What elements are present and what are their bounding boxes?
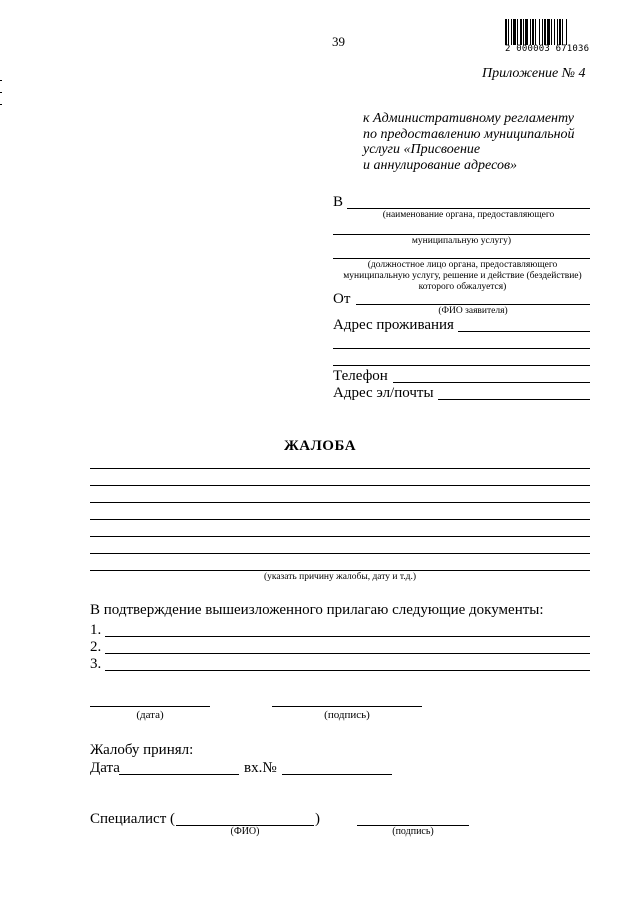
attachment-number: 2. <box>90 639 102 655</box>
attachment-number: 3. <box>90 656 102 672</box>
complaint-line[interactable] <box>90 468 590 469</box>
email-field-line[interactable] <box>438 399 590 400</box>
attachment-field-line[interactable] <box>105 636 590 637</box>
organ-field-line[interactable] <box>347 208 590 209</box>
specialist-label: Специалист ( <box>90 811 176 827</box>
accepted-label: Жалобу принял: <box>90 742 194 758</box>
barcode-bars <box>505 19 592 45</box>
reason-note: (указать причину жалобы, дату и т.д.) <box>263 572 417 582</box>
regulation-line: по предоставлению муниципальной <box>363 126 575 142</box>
from-prefix: От <box>333 291 351 307</box>
complaint-line[interactable] <box>90 502 590 503</box>
complaint-line[interactable] <box>90 553 590 554</box>
specialist-fio-caption: (ФИО) <box>230 826 260 837</box>
regulation-line: к Административному регламенту <box>363 111 574 126</box>
attachment-number: 1. <box>90 622 102 638</box>
phone-field-line[interactable] <box>393 382 590 383</box>
address-field-line-3[interactable] <box>333 365 590 366</box>
specialist-close-paren: ) <box>315 811 320 827</box>
signature-field-line[interactable] <box>272 706 422 707</box>
incoming-number-label: вх.№ <box>244 760 277 776</box>
regulation-reference <box>363 111 603 173</box>
page-number: 39 <box>332 34 345 49</box>
appendix-title: Приложение № 4 <box>482 66 586 81</box>
complaint-line[interactable] <box>90 536 590 537</box>
complaint-line[interactable] <box>90 519 590 520</box>
address-field-line-2[interactable] <box>333 348 590 349</box>
margin-mark <box>0 104 2 105</box>
barcode-digits: 2 000003 671036 <box>505 44 590 54</box>
margin-mark <box>0 80 2 81</box>
complaint-line[interactable] <box>90 570 590 571</box>
complaint-line[interactable] <box>90 485 590 486</box>
email-label: Адрес эл/почты <box>333 385 434 401</box>
date-field-line[interactable] <box>90 706 210 707</box>
phone-label: Телефон <box>333 368 388 384</box>
complaint-title: ЖАЛОБА <box>283 438 357 454</box>
regulation-line: и аннулирование адресов» <box>363 157 518 173</box>
receipt-date-field-line[interactable] <box>119 774 239 775</box>
date-caption: (дата) <box>136 709 164 721</box>
margin-mark <box>0 92 2 93</box>
organ-note: (наименование органа, предоставляющего <box>382 210 555 220</box>
fio-field-line[interactable] <box>356 304 590 305</box>
regulation-line: услуги «Присвоение <box>363 142 481 157</box>
address-label: Адрес проживания <box>333 317 454 333</box>
specialist-signature-caption: (подпись) <box>392 826 434 837</box>
signature-caption: (подпись) <box>324 709 370 721</box>
official-note: (должностное лицо органа, предоставляющего муниципальную услугу, решение и действие (бездействие) которого обжалуется) <box>343 260 582 292</box>
organ-note-2: муниципальную услугу) <box>411 236 512 246</box>
incoming-number-field-line[interactable] <box>282 774 392 775</box>
organ-field-line-2[interactable] <box>333 234 590 235</box>
fio-note: (ФИО заявителя) <box>438 306 508 316</box>
attachment-field-line[interactable] <box>105 670 590 671</box>
barcode <box>505 19 592 55</box>
attachment-field-line[interactable] <box>105 653 590 654</box>
official-field-line[interactable] <box>333 258 590 259</box>
to-prefix: В <box>333 194 344 210</box>
receipt-date-label: Дата <box>90 760 120 776</box>
attachments-intro: В подтверждение вышеизложенного прилагаю следующие документы: <box>90 602 544 618</box>
address-field-line[interactable] <box>458 331 590 332</box>
